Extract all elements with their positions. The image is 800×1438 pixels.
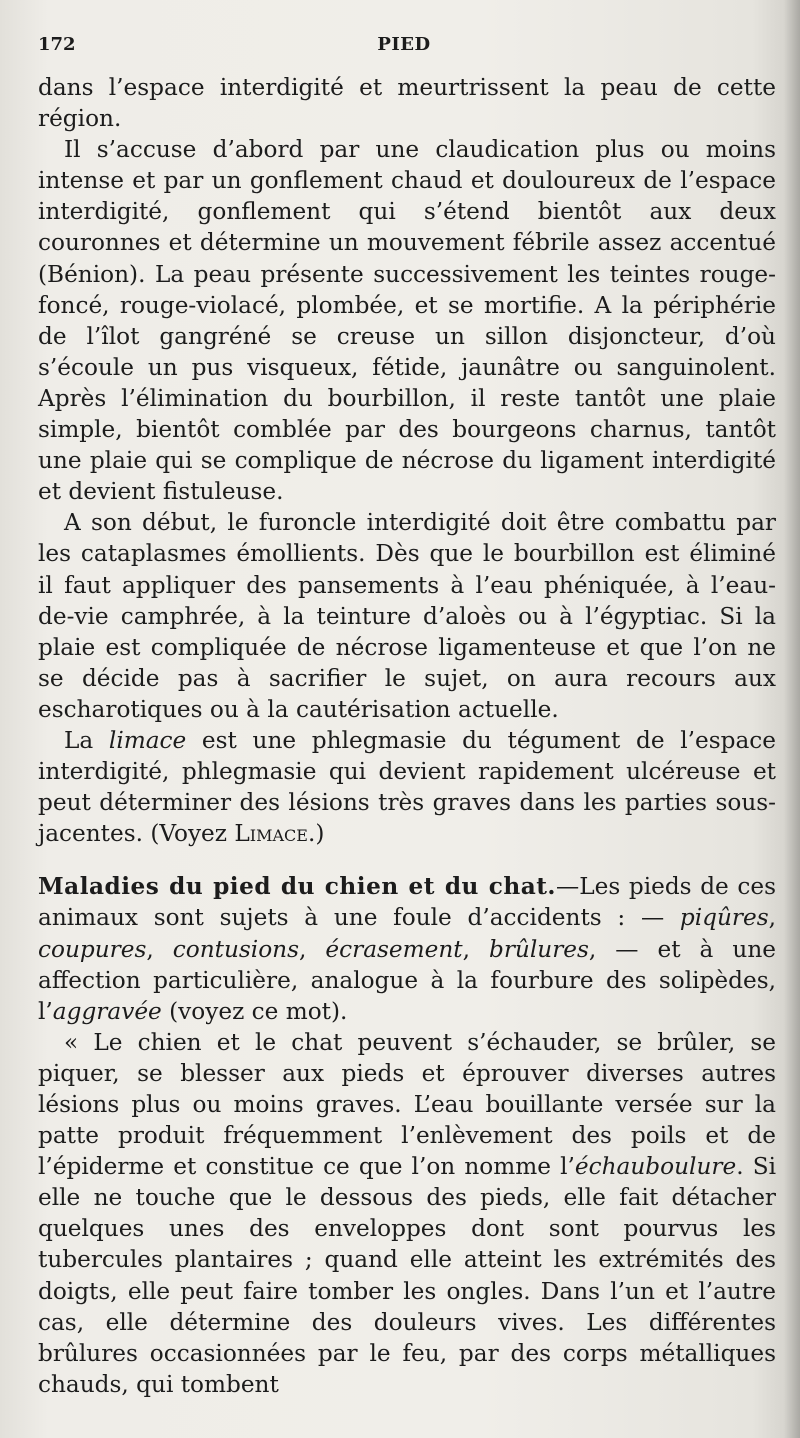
paragraph-symptoms	[38, 134, 776, 507]
italic-term: limace	[108, 726, 187, 754]
paragraph-text: La	[64, 726, 109, 754]
running-title: PIED	[377, 34, 431, 55]
italic-term: contusions	[172, 935, 300, 963]
paragraph-text: « Le chien et le chat peuvent s’échauder, se brûler, se piquer, se blesser aux pieds et éprouver diverses autres lésions plus ou moins graves. L’eau bouillante versée sur la patte produit fréquemment l’enlèvement des poils et de l’épiderme et constitue ce que l’on nomme l’	[38, 1028, 776, 1181]
paragraph-text: (voyez ce mot).	[161, 997, 348, 1025]
paragraph-continuation	[38, 72, 776, 134]
italic-term: écrasement	[325, 935, 463, 963]
paragraph-text: dans l’espace interdigité et meurtrissent la peau de cette région.	[38, 74, 776, 133]
paragraph-limace	[38, 725, 776, 849]
paragraph-text: , — et à une affection particulière, analogue à la fourbure des solipèdes, l’	[38, 935, 776, 1025]
paragraph-quotation	[38, 1027, 776, 1400]
italic-term: brûlures	[489, 935, 589, 963]
italic-term: aggravée	[52, 997, 162, 1025]
paragraph-text: .)	[307, 820, 325, 848]
paragraph-text: —Les pieds de ces animaux sont sujets à une foule d’accidents : —	[38, 873, 777, 932]
paragraph-text: A son début, le furoncle interdigité doit être combattu par les cataplasmes émollients. Dès que le bourbillon est éliminé il faut appliquer des pansements à l’eau phéniquée, à l’eau-de-vie camphrée, à la teinture d’aloès ou à l’égyptiac. Si la plaie est compliquée de nécrose ligamenteuse et que l’on ne se décide pas à sacrifier le sujet, on aura recours aux escharotiques ou à la cautérisation actuelle.	[38, 509, 776, 723]
paragraph-text: ,	[146, 935, 173, 963]
page-header	[38, 34, 770, 60]
section-heading: Maladies du pied du chien et du chat.	[38, 873, 557, 901]
paragraph-text: est une phlegmasie du tégument de l’espace interdigité, phlegmasie qui devient rapidement ulcéreuse et peut déterminer des lésions très graves dans les parties sous-jacentes. (Voyez	[38, 726, 777, 848]
paragraph-text: ,	[299, 935, 326, 963]
cross-reference: Limace	[234, 820, 308, 848]
italic-term: échauboulure	[574, 1153, 737, 1181]
body-text	[38, 72, 776, 1400]
paragraph-text: ,	[462, 935, 489, 963]
italic-term: piqûres	[679, 904, 769, 932]
page-edge-shadow	[784, 0, 800, 1438]
paragraph-text: Il s’accuse d’abord par une claudication plus ou moins intense et par un gonflement chaud et douloureux de l’espace interdigité, gonflement qui s’étend bientôt aux deux couronnes et détermine un mouvement fébrile assez accentué (Bénion). La peau présente successivement les teintes rouge-foncé, rouge-violacé, plombée, et se mortifie. A la périphérie de l’îlot gangréné se creuse un sillon disjoncteur, d’où s’écoule un pus visqueux, fétide, jaunâtre ou sanguinolent. Après l’élimination du bourbillon, il reste tantôt une plaie simple, bientôt comblée par des bourgeons charnus, tantôt une plaie qui se complique de nécrose du ligament interdigité et devient fistuleuse.	[38, 136, 776, 506]
italic-term: coupures	[38, 935, 147, 963]
paragraph-section-dog-cat	[38, 871, 776, 1026]
paragraph-text: . Si elle ne touche que le dessous des pieds, elle fait détacher quelques unes des enveloppes dont sont pourvus les tubercules plantaires ; quand elle atteint les extrémités des doigts, elle peut faire tomber les ongles. Dans l’un et l’autre cas, elle détermine des douleurs vives. Les différentes brûlures occasionnées par le feu, par des corps métalliques chauds, qui tombent	[38, 1153, 776, 1398]
paragraph-treatment	[38, 507, 776, 725]
paragraph-text: ,	[768, 904, 776, 932]
page-number: 172	[38, 34, 76, 55]
